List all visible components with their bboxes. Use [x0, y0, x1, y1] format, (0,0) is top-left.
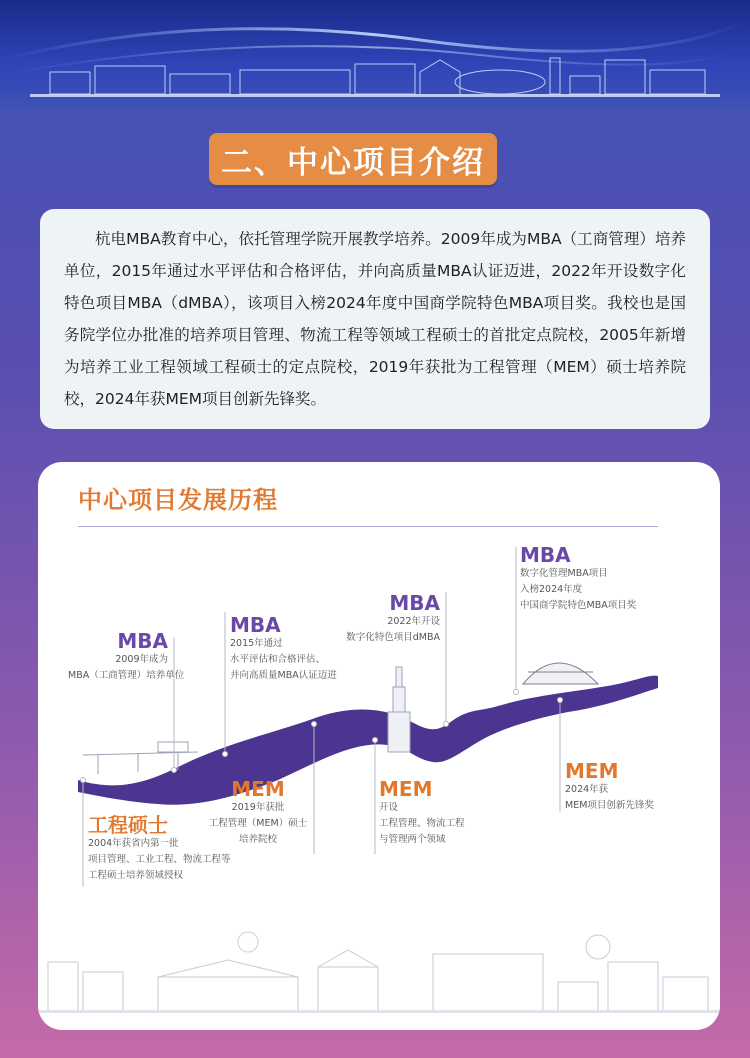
milestone-engineering-2004: 工程硕士 2004年获省内第一批 项目管理、工业工程、物流工程等 工程硕士培养领域授权	[88, 813, 231, 881]
top-banner	[0, 0, 750, 110]
milestone-mem-2019: MEM 2019年获批 工程管理（MEM）硕士 培养院校	[208, 777, 308, 845]
milestone-mba-2009: MBA 2009年成为 MBA（工商管理）培养单位	[68, 629, 185, 681]
intro-card	[40, 209, 710, 429]
timeline-card	[38, 462, 720, 1030]
stadium-illustration	[523, 663, 598, 684]
tower-illustration	[388, 667, 410, 752]
section-title: 二、中心项目介绍	[209, 133, 497, 185]
intro-paragraph: 杭电MBA教育中心，依托管理学院开展教学培养。2009年成为MBA（工商管理）培养单位，2015年通过水平评估和合格评估，并向高质量MBA认证迈进，2022年开设数字化特色项目MBA（dMBA），该项目入榜2024年度中国商学院特色MBA项目奖。我校也是国务院学位办批准的培养项目管理、物流工程等领域工程硕士的首批定点院校，2005年新增为培养工业工程领域工程硕士的定点院校，2019年获批为工程管理（MEM）硕士培养院校，2024年获MEM项目创新先锋奖。	[64, 230, 686, 408]
milestone-mba-2015: MBA 2015年通过 水平评估和合格评估、 并向高质量MBA认证迈进	[230, 613, 337, 681]
milestone-mba-2024: MBA 数字化管理MBA项目 入榜2024年度 中国商学院特色MBA项目奖	[520, 543, 637, 611]
timeline-title: 中心项目发展历程	[78, 486, 278, 514]
milestone-mem-fields: MEM 开设 工程管理、物流工程 与管理两个领域	[379, 777, 465, 845]
milestone-mba-2022: MBA 2022年开设 数字化特色项目dMBA	[346, 591, 440, 643]
bottom-campus-skyline	[48, 932, 708, 1012]
milestone-mem-2024: MEM 2024年获 MEM项目创新先锋奖	[565, 759, 654, 811]
campus-skyline-illustration	[0, 0, 750, 110]
